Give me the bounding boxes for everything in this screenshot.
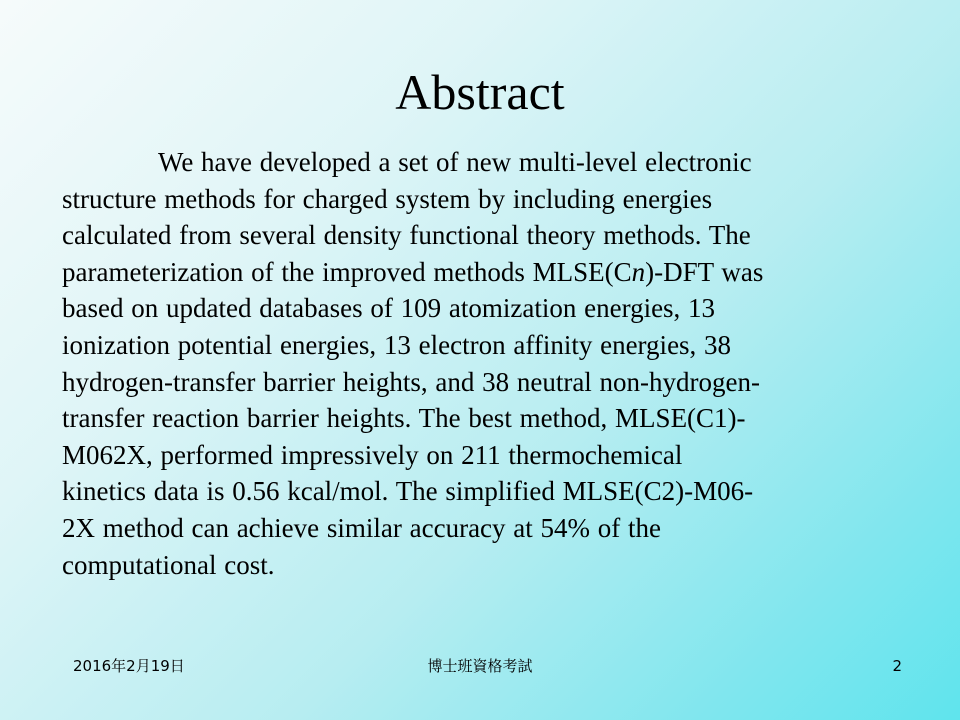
abstract-line: hydrogen-transfer barrier heights, and 38 neutral non-hydrogen- xyxy=(62,366,761,397)
abstract-line: kinetics data is 0.56 kcal/mol. The simplified MLSE(C2)-M06- xyxy=(62,476,754,507)
abstract-body xyxy=(62,144,902,583)
abstract-line xyxy=(62,254,902,291)
abstract-line-part: )-DFT was xyxy=(645,256,764,287)
abstract-line: transfer reaction barrier heights. The best method, MLSE(C1)- xyxy=(62,403,746,434)
page-number: 2 xyxy=(892,657,902,675)
abstract-line: based on updated databases of 109 atomization energies, 13 xyxy=(62,293,716,324)
italic-variable: n xyxy=(631,256,646,287)
footer-title: 博士班資格考試 xyxy=(427,657,533,675)
slide-title: Abstract xyxy=(395,64,565,120)
abstract-line: calculated from several density functional theory methods. The xyxy=(62,220,751,251)
abstract-line: computational cost. xyxy=(62,549,275,580)
abstract-line: 2X method can achieve similar accuracy at 54% of the xyxy=(62,512,661,543)
footer-date: 2016年2月19日 xyxy=(73,657,185,675)
abstract-line: We have developed a set of new multi-level electronic xyxy=(158,147,752,177)
abstract-line: structure methods for charged system by including energies xyxy=(62,183,713,214)
abstract-line: M062X, performed impressively on 211 thermochemical xyxy=(62,439,683,470)
abstract-line: ionization potential energies, 13 electron affinity energies, 38 xyxy=(62,329,732,360)
abstract-line-part: parameterization of the improved methods MLSE(C xyxy=(62,256,632,287)
